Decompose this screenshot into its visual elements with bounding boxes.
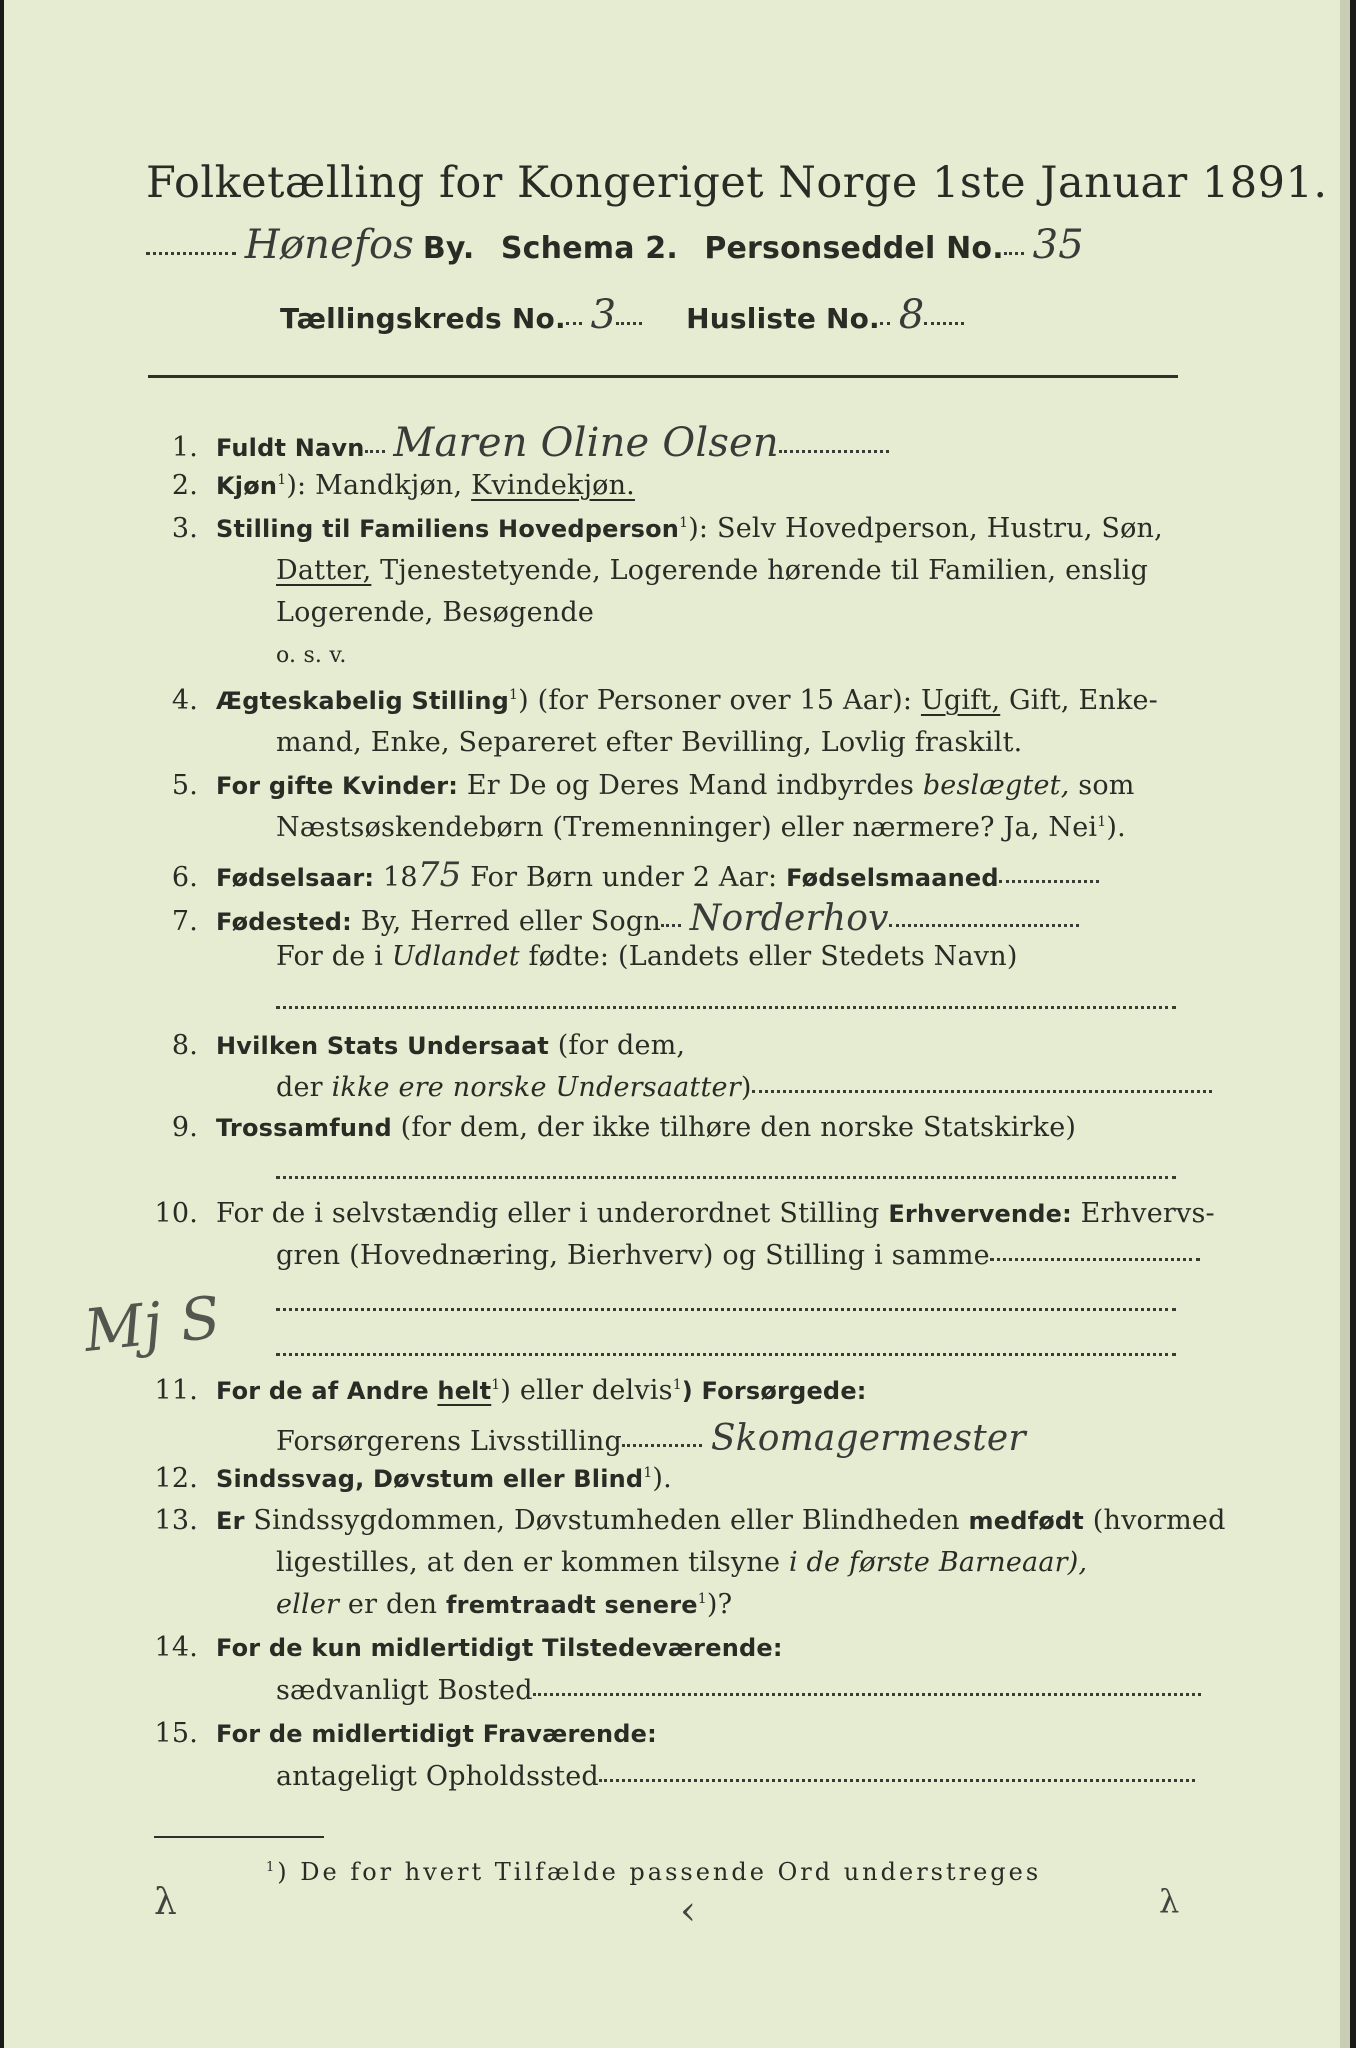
item-3: 3. Stilling til Familiens Hovedperson$^1$): Selv Hovedperson, Hustru, Søn, [171, 513, 1163, 544]
item-12: 12. Sindssvag, Døvstum eller Blind$^1$). [154, 1463, 672, 1494]
item-4: 4. Ægteskabelig Stilling$^1$) (for Personer over 15 Aar): Ugift, Gift, Enke- [171, 685, 1159, 716]
schema-label: Schema 2. [500, 231, 678, 266]
header-row-2 [280, 292, 964, 338]
item-14: 14. For de kun midlertidigt Tilstedeværende: [154, 1632, 783, 1663]
civil-status-selected: Ugift, [920, 685, 1001, 716]
birthplace-value: Norderhov [689, 898, 889, 939]
form-title: Folketælling for Kongeriget Norge 1ste Januar 1891. [146, 158, 1328, 208]
husliste-number: 8 [898, 292, 925, 338]
taellingskreds-label: Tællingskreds No. [280, 302, 566, 335]
check-mark: λ [154, 1882, 178, 1923]
margin-note: Mj S [80, 1283, 224, 1365]
birth-year-value: 75 [417, 855, 462, 895]
fuldt-navn-label: Fuldt Navn [216, 434, 365, 462]
personseddel-number: 35 [1032, 222, 1084, 268]
provider-occupation-value: Skomagermester [710, 1418, 1026, 1459]
taellingskreds-number: 3 [590, 292, 617, 338]
item-9: 9. Trossamfund (for dem, der ikke tilhøre den norske Statskirke) [171, 1112, 1077, 1143]
footnote-divider [154, 1836, 324, 1838]
stilling-selected: Datter, [276, 555, 372, 586]
item-1: 1. Fuldt Navn Maren Oline Olsen [146, 420, 889, 466]
census-form: Folketælling for Kongeriget Norge 1ste Januar 1891. Hønefos By. Schema 2. Personseddel No. 35 Tællingskreds No. 3 Husliste No. 8 1. Fuldt Navn Maren Oline Olsen 2. Kjøn$^1$): Mandkjøn, Kvindekjøn. 3. Stilling til Familiens Hovedperson$^1$): Selv Hovedperson, Hustru, Søn, Datter, Tjenestetyende, Logerende hørende til Familien, enslig Logerende, Besøgende o. s. v. 4. Ægteskabelig Stilling$^1$) (for Personer over 15 Aar): Ugift, Gift, Enke- mand, Enke, Separeret efter Bevilling, Lovlig fraskilt. 5. For gifte Kvinder: Er De og Deres Mand indbyrdes beslægtet, som Næstsøskendebørn (Tremenninger) eller nærmere? Ja, Nei$^1$). 6. Fødselsaar: 1875 For Børn under 2 Aar: Fødselsmaaned 7. Fødested: By, Herred eller Sogn Norderhov For de i Udlandet fødte: (Landets eller Stedets Navn) 8. Hvilken Stats Undersaat (for dem, der ikke ere norske Undersaatter) 9. Trossamfund (for dem, der ikke tilhøre den norske Statskirke) 10. For de i selvstændig eller i underordnet Stilling Erhvervende: Erhvervs- gren (Hovednæring, Bierhverv) og Stilling i samme Mj S 11. For de af Andre helt$^1$) eller delvis$^1$) Forsørgede: Forsørgerens Livsstilling Skomagermester 12. Sindssvag, Døvstum eller Blind$^1$). 13. Er Sindssygdommen, Døvstumheden eller Blindheden medfødt (hvormed ligestilles, at den er kommen tilsyne i de første Barneaar), eller er den fremtraadt senere$^1$)? 14. For de kun midlertidigt Tilstedeværende: sædvanligt Bosted 15. For de midlertidigt Fraværende: antageligt Opholdssted $^1$) De for hvert Tilfælde passende Ord understreges λ ‹ λ [4, 0, 1350, 2048]
check-mark: ‹ [680, 1888, 697, 1934]
forsorget-selected: helt [437, 1377, 492, 1405]
header-divider [148, 375, 1178, 378]
item-6: 6. Fødselsaar: 1875 For Børn under 2 Aar: Fødselsmaaned [146, 855, 1099, 895]
item-2: 2. Kjøn$^1$): Mandkjøn, Kvindekjøn. [171, 470, 635, 501]
footnote: $^1$) De for hvert Tilfælde passende Ord understreges [266, 1858, 1042, 1886]
town-name: Hønefos [244, 222, 415, 268]
check-mark: λ [1159, 1882, 1180, 1920]
personseddel-label: Personseddel No. [704, 231, 1004, 266]
item-13: 13. Er Sindssygdommen, Døvstumheden eller Blindheden medfødt (hvormed [154, 1505, 1226, 1536]
item-8: 8. Hvilken Stats Undersaat (for dem, [171, 1030, 686, 1061]
item-15: 15. For de midlertidigt Fraværende: [154, 1718, 657, 1749]
header-row-1: Hønefos By. Schema 2. Personseddel No. 35 [146, 222, 1084, 268]
item-10: 10. For de i selvstændig eller i underordnet Stilling Erhvervende: Erhvervs- [154, 1198, 1215, 1229]
kjon-selected: Kvindekjøn. [471, 470, 635, 501]
item-5: 5. For gifte Kvinder: Er De og Deres Mand indbyrdes beslægtet, som [171, 770, 1135, 801]
fuldt-navn-value: Maren Oline Olsen [393, 420, 779, 466]
item-11: 11. For de af Andre helt$^1$) eller delvis$^1$) Forsørgede: [154, 1375, 867, 1406]
item-7: 7. Fødested: By, Herred eller Sogn Norderhov [146, 898, 1079, 939]
husliste-label: Husliste No. [686, 302, 880, 335]
